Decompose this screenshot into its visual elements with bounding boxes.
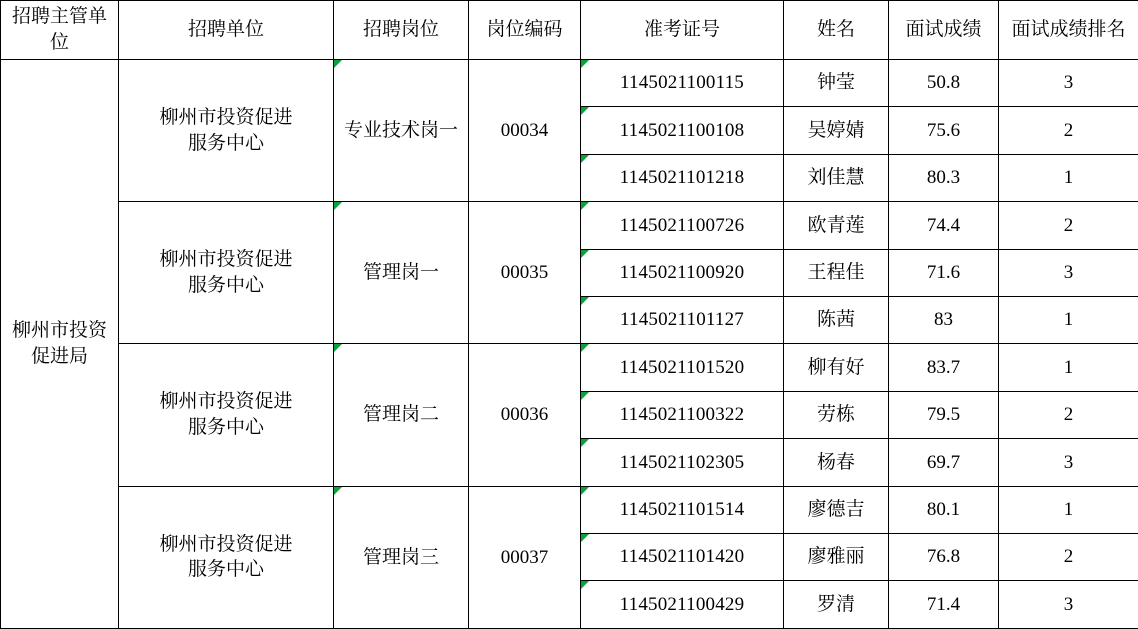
cell-interview-rank: 2	[999, 107, 1138, 154]
cell-name: 廖雅丽	[784, 534, 889, 581]
column-header-interview-score: 面试成绩	[889, 1, 999, 60]
cell-recruiting-unit	[119, 202, 334, 344]
cell-admission-ticket: 1145021100108	[581, 107, 784, 154]
cell-interview-rank: 1	[999, 297, 1138, 344]
column-header-supervising-unit: 招聘主管单位	[1, 1, 119, 60]
cell-interview-rank: 2	[999, 202, 1138, 249]
cell-admission-ticket: 1145021101514	[581, 486, 784, 533]
cell-interview-rank: 3	[999, 439, 1138, 486]
cell-interview-score: 50.8	[889, 60, 999, 107]
column-header-admission-ticket: 准考证号	[581, 1, 784, 60]
cell-admission-ticket: 1145021102305	[581, 439, 784, 486]
cell-admission-ticket: 1145021101127	[581, 297, 784, 344]
column-header-post-code: 岗位编码	[469, 1, 581, 60]
recruiting-unit-line1: 柳州市投资促进	[159, 249, 293, 271]
cell-interview-score: 71.6	[889, 249, 999, 296]
recruiting-unit-line1: 柳州市投资促进	[159, 533, 293, 555]
cell-interview-score: 80.3	[889, 154, 999, 201]
cell-admission-ticket: 1145021100726	[581, 202, 784, 249]
cell-interview-score: 83	[889, 297, 999, 344]
cell-post-code: 00035	[469, 202, 581, 344]
table-row	[1, 486, 1138, 533]
cell-interview-rank: 1	[999, 154, 1138, 201]
cell-admission-ticket: 1145021100115	[581, 60, 784, 107]
table-row	[1, 202, 1138, 249]
cell-interview-rank: 3	[999, 249, 1138, 296]
recruiting-unit-line1: 柳州市投资促进	[159, 106, 293, 128]
cell-admission-ticket: 1145021100322	[581, 391, 784, 438]
cell-recruiting-unit	[119, 344, 334, 486]
table-row	[1, 344, 1138, 391]
cell-interview-score: 79.5	[889, 391, 999, 438]
recruiting-unit-line2: 服务中心	[187, 132, 264, 154]
cell-name: 刘佳慧	[784, 154, 889, 201]
cell-interview-score: 75.6	[889, 107, 999, 154]
cell-recruiting-unit	[119, 60, 334, 202]
cell-interview-score: 76.8	[889, 534, 999, 581]
cell-name: 王程佳	[784, 249, 889, 296]
cell-post-code: 00034	[469, 60, 581, 202]
cell-interview-score: 69.7	[889, 439, 999, 486]
cell-post: 管理岗一	[334, 202, 469, 344]
cell-post: 专业技术岗一	[334, 60, 469, 202]
cell-post-code: 00037	[469, 486, 581, 628]
cell-post: 管理岗三	[334, 486, 469, 628]
cell-interview-rank: 3	[999, 60, 1138, 107]
cell-admission-ticket: 1145021100920	[581, 249, 784, 296]
cell-admission-ticket: 1145021101420	[581, 534, 784, 581]
cell-interview-rank: 1	[999, 486, 1138, 533]
cell-interview-score: 83.7	[889, 344, 999, 391]
cell-supervising-unit: 柳州市投资促进局	[1, 60, 119, 629]
cell-recruiting-unit	[119, 486, 334, 628]
cell-interview-rank: 2	[999, 534, 1138, 581]
cell-name: 柳有好	[784, 344, 889, 391]
cell-interview-rank: 2	[999, 391, 1138, 438]
table-header-row	[1, 1, 1138, 60]
cell-admission-ticket: 1145021100429	[581, 581, 784, 629]
cell-name: 劳栋	[784, 391, 889, 438]
cell-name: 陈茜	[784, 297, 889, 344]
cell-post: 管理岗二	[334, 344, 469, 486]
column-header-post: 招聘岗位	[334, 1, 469, 60]
cell-admission-ticket: 1145021101520	[581, 344, 784, 391]
cell-interview-score: 74.4	[889, 202, 999, 249]
column-header-recruiting-unit: 招聘单位	[119, 1, 334, 60]
cell-name: 钟莹	[784, 60, 889, 107]
cell-name: 廖德吉	[784, 486, 889, 533]
recruiting-unit-line2: 服务中心	[187, 559, 264, 581]
table-row	[1, 60, 1138, 107]
cell-post-code: 00036	[469, 344, 581, 486]
column-header-name: 姓名	[784, 1, 889, 60]
cell-interview-rank: 3	[999, 581, 1138, 629]
cell-name: 欧青莲	[784, 202, 889, 249]
cell-admission-ticket: 1145021101218	[581, 154, 784, 201]
recruiting-unit-line2: 服务中心	[187, 274, 264, 296]
cell-interview-score: 80.1	[889, 486, 999, 533]
column-header-interview-rank: 面试成绩排名	[999, 1, 1138, 60]
cell-name: 罗清	[784, 581, 889, 629]
cell-name: 吴婷婧	[784, 107, 889, 154]
cell-interview-score: 71.4	[889, 581, 999, 629]
recruiting-unit-line2: 服务中心	[187, 417, 264, 439]
recruiting-unit-line1: 柳州市投资促进	[159, 391, 293, 413]
cell-name: 杨春	[784, 439, 889, 486]
cell-interview-rank: 1	[999, 344, 1138, 391]
